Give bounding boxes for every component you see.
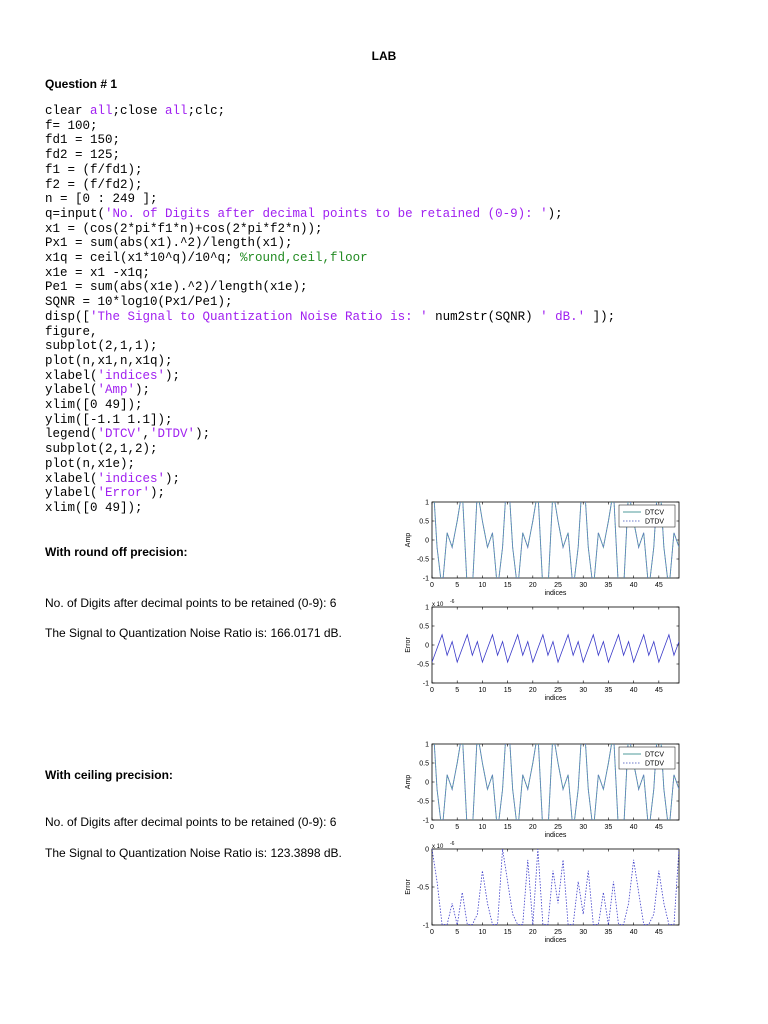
y-tick-label: 0 [425,779,429,787]
x-tick-label: 25 [554,687,562,694]
axis-multiplier-exponent: -6 [450,599,455,605]
code-text: x1e = x1 -x1q; [45,265,151,280]
code-line [45,295,615,310]
code-line [45,222,615,237]
y-tick-label: 0.5 [419,518,429,526]
code-line [45,148,615,163]
code-text: plot(n,x1e); [45,456,136,471]
section-heading-round: With round off precision: [45,545,188,559]
code-text: ylabel( [45,383,98,398]
code-string: 'DTDV' [150,427,196,442]
legend-label-dtcv: DTCV [645,509,665,517]
code-line [45,133,615,148]
x-tick-label: 10 [478,582,487,589]
x-tick-label: 30 [579,929,588,936]
code-text: disp([ [45,309,91,324]
digits-line-round: No. of Digits after decimal points to be retained (0-9): 6 [45,596,337,610]
y-axis-label: Amp [405,774,412,790]
x-tick-label: 5 [455,582,460,589]
code-text: xlim([0 49]); [45,500,143,515]
code-text: figure, [45,324,98,339]
code-line [45,369,615,384]
y-axis-label: Error [405,637,412,653]
x-tick-label: 40 [629,824,638,831]
y-tick-label: -0.5 [416,556,429,564]
code-line [45,119,615,134]
code-line [45,339,615,354]
x-tick-label: 35 [604,687,613,694]
code-text: ); [165,471,181,486]
code-text: ); [135,383,151,398]
y-tick-label: -1 [422,575,429,583]
code-text: q=input( [45,206,106,221]
code-text: ylabel( [45,486,98,501]
code-text: xlim([0 49]); [45,398,143,413]
y-tick-label: -1 [422,680,429,688]
y-tick-label: 0 [425,642,429,650]
x-tick-label: 15 [503,687,512,694]
code-text: ); [195,427,211,442]
x-tick-label: 5 [455,824,460,831]
code-line [45,207,615,222]
y-tick-label: -1 [422,922,429,930]
x-tick-label: 0 [430,687,434,694]
code-text: x1 = (cos(2*pi*f1*n)+cos(2*pi*f2*n)); [45,221,323,236]
code-line [45,472,615,487]
x-tick-label: 45 [654,582,663,589]
code-text: xlabel( [45,471,98,486]
code-text: ); [547,206,563,221]
y-tick-label: 0.5 [419,760,429,768]
code-line [45,413,615,428]
y-tick-label: 1 [425,741,429,749]
chart-legend [619,747,675,769]
x-tick-label: 0 [430,824,434,831]
x-tick-label: 25 [554,824,562,831]
x-tick-label: 5 [455,929,460,936]
code-text: x1q = ceil(x1*10^q)/10^q; [45,251,241,266]
x-tick-label: 10 [478,687,487,694]
code-string: 'indices' [97,471,166,486]
error-plot-ceil [405,841,679,944]
x-tick-label: 30 [579,687,588,694]
x-tick-label: 30 [579,582,588,589]
code-text: ]); [585,309,616,324]
axis-multiplier: x 10 [432,602,444,608]
y-axis-label: Error [405,879,412,895]
code-text: ); [150,486,166,501]
code-string: 'Error' [97,486,151,501]
x-tick-label: 15 [503,929,512,936]
x-tick-label: 25 [554,582,562,589]
code-text: plot(n,x1,n,x1q); [45,353,173,368]
code-string: all [90,104,113,118]
code-string: 'Amp' [97,383,136,398]
y-tick-label: 0 [425,846,429,854]
x-tick-label: 30 [579,824,588,831]
x-axis-label: indices [544,590,567,597]
x-tick-label: 20 [528,929,537,936]
code-line [45,310,615,325]
x-tick-label: 45 [654,824,663,831]
code-text: , [142,427,151,442]
code-line [45,398,615,413]
code-line [45,383,615,398]
plot-axes-box [432,607,679,683]
y-tick-label: -1 [422,817,429,825]
sqnr-line-ceil: The Signal to Quantization Noise Ratio is: 123.3898 dB. [45,846,342,860]
sqnr-line-round: The Signal to Quantization Noise Ratio is: 166.0171 dB. [45,626,342,640]
code-text: xlabel( [45,368,98,383]
axis-multiplier-exponent: -6 [450,841,455,847]
code-text: n = [0 : 249 ]; [45,192,158,207]
code-string: 'The Signal to Quantization Noise Ratio is: ' [90,309,428,324]
figure-round-off [396,496,696,721]
code-text: ;clc; [187,104,226,118]
code-text: ;close [112,104,166,118]
x-tick-label: 35 [604,929,613,936]
code-text: clear [45,104,91,118]
code-text: Pe1 = sum(abs(x1e).^2)/length(x1e); [45,280,308,295]
code-line [45,354,615,369]
x-tick-label: 15 [503,582,512,589]
x-tick-label: 10 [478,824,487,831]
y-tick-label: 1 [425,604,429,612]
y-tick-label: 0 [425,537,429,545]
section-heading-ceil: With ceiling precision: [45,768,173,782]
legend-label-dtcv: DTCV [645,751,665,759]
legend-label-dtdv: DTDV [645,760,665,768]
y-tick-label: -0.5 [416,798,429,806]
x-tick-label: 5 [455,687,460,694]
code-line [45,427,615,442]
code-text: ylim([-1.1 1.1]); [45,412,173,427]
y-tick-label: 1 [425,499,429,507]
code-text: f2 = (f/fd2); [45,177,143,192]
code-line [45,178,615,193]
code-text: f1 = (f/fd1); [45,162,143,177]
y-tick-label: 0.5 [419,623,429,631]
x-tick-label: 40 [629,582,638,589]
axis-multiplier: x 10 [432,844,444,850]
code-string: 'indices' [97,368,166,383]
code-text: legend( [45,427,98,442]
code-string: 'DTCV' [97,427,143,442]
code-text: subplot(2,1,2); [45,442,158,457]
x-tick-label: 0 [430,929,434,936]
code-line [45,280,615,295]
code-string: ' dB.' [540,309,586,324]
code-line [45,236,615,251]
code-line [45,104,615,119]
code-string: all [165,104,188,118]
x-tick-label: 20 [528,687,537,694]
amp-plot-ceil [405,738,679,839]
x-tick-label: 45 [654,687,663,694]
figure-ceiling [396,738,696,958]
x-axis-label: indices [544,832,567,839]
error-plot-round [405,599,679,702]
code-line [45,325,615,340]
x-tick-label: 10 [478,929,487,936]
question-heading: Question # 1 [45,77,118,91]
code-line [45,266,615,281]
code-line [45,163,615,178]
code-text: fd1 = 150; [45,133,121,148]
code-text: ); [165,368,181,383]
code-text: num2str(SQNR) [427,309,541,324]
code-line [45,442,615,457]
document-title: LAB [371,49,397,63]
amp-plot-round [405,496,679,597]
x-axis-label: indices [544,937,567,944]
x-axis-label: indices [544,695,567,702]
x-tick-label: 20 [528,582,537,589]
x-tick-label: 35 [604,582,613,589]
code-line [45,192,615,207]
x-tick-label: 0 [430,582,434,589]
x-tick-label: 35 [604,824,613,831]
x-tick-label: 15 [503,824,512,831]
x-tick-label: 25 [554,929,562,936]
code-comment: %round,ceil,floor [240,251,368,266]
y-axis-label: Amp [405,532,412,548]
digits-line-ceil: No. of Digits after decimal points to be retained (0-9): 6 [45,815,337,829]
y-tick-label: -0.5 [416,661,429,669]
x-tick-label: 40 [629,687,638,694]
x-tick-label: 45 [654,929,663,936]
chart-legend [619,505,675,527]
code-line [45,457,615,472]
code-text: fd2 = 125; [45,148,121,163]
code-text: SQNR = 10*log10(Px1/Pe1); [45,295,233,310]
legend-label-dtdv: DTDV [645,518,665,526]
code-string: 'No. of Digits after decimal points to be retained (0-9): ' [105,206,548,221]
x-tick-label: 40 [629,929,638,936]
x-tick-label: 20 [528,824,537,831]
code-line [45,251,615,266]
matlab-code-block [45,104,615,516]
code-text: subplot(2,1,1); [45,339,158,354]
y-tick-label: -0.5 [416,884,429,892]
code-text: f= 100; [45,118,98,133]
code-text: Px1 = sum(abs(x1).^2)/length(x1); [45,236,293,251]
